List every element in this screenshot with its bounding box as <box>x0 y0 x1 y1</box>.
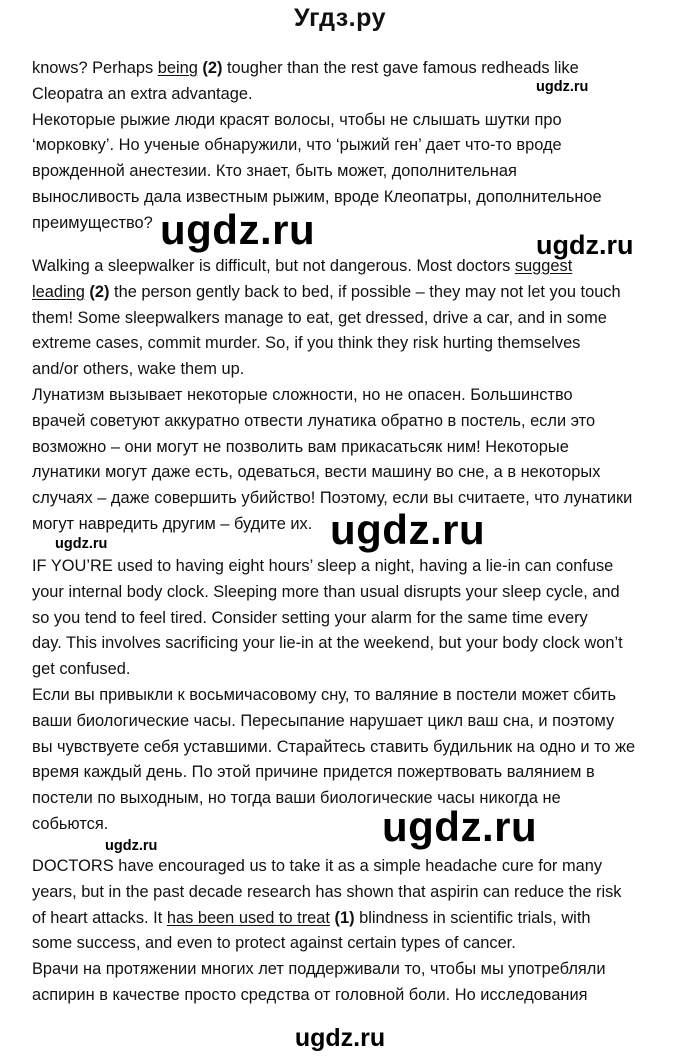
text-line: аспирин в качестве просто средства от головной боли. Но исследования <box>32 985 588 1004</box>
text-line: Врачи на протяжении многих лет поддерживали то, чтобы мы употребляли <box>32 960 606 979</box>
text-line: so you tend to feel tired. Consider setting your alarm for the same time every <box>32 608 588 627</box>
text-line <box>32 906 662 932</box>
text-line: преимущество? <box>32 213 153 232</box>
text-line: могут навредить другим – будите их. <box>32 514 313 533</box>
text-line <box>32 280 662 306</box>
text-line: years, but in the past decade research has shown that aspirin can reduce the risk <box>32 882 622 901</box>
text-line: some success, and even to protect against certain types of cancer. <box>32 934 516 953</box>
text-line: вы чувствуете себя уставшими. Старайтесь ставить будильник на одно и то же <box>32 737 636 756</box>
text-line: случаях – даже совершить убийство! Поэтому, если вы считаете, что лунатики <box>32 489 633 508</box>
underlined-answer: has been used to treat <box>166 908 330 927</box>
text-line: ваши биологические часы. Пересыпание нарушает цикл ваш сна, и поэтому <box>32 711 615 730</box>
text-span: blindness in scientific trials, with <box>354 908 591 927</box>
site-title: Угдз.ру <box>294 4 386 32</box>
text-line: ‘морковку’. Но ученые обнаружили, что ‘рыжий ген’ дает что-то вроде <box>32 136 562 155</box>
text-span: tougher than the rest gave famous redheads like <box>222 59 579 77</box>
underlined-answer: leading <box>32 282 85 301</box>
text-line: them! Some sleepwalkers manage to eat, get dressed, drive a car, and in some <box>32 308 607 327</box>
text-line: IF YOU’RE used to having eight hours’ sleep a night, having a lie-in can confuse <box>32 557 614 575</box>
text-line: лунатики могут даже есть, одеваться, вести машину во сне, а в некоторых <box>32 463 601 482</box>
watermark-large: ugdz.ru <box>160 206 316 253</box>
text-block-2 <box>32 254 662 538</box>
text-line: extreme cases, commit murder. So, if you think they risk hurting themselves <box>32 334 581 353</box>
text-line: время каждый день. По этой причине придется пожертвовать валянием в <box>32 763 595 782</box>
text-line: Некоторые рыжие люди красят волосы, чтобы не слышать шутки про <box>32 110 562 129</box>
text-line: DOCTORS have encouraged us to take it as a simple headache cure for many <box>32 857 603 875</box>
answer-number: (1) <box>329 908 355 927</box>
text-line: врожденной анестезии. Кто знает, быть может, дополнительная <box>32 162 517 181</box>
text-line: Cleopatra an extra advantage. <box>32 84 253 103</box>
text-line: постели по выходным, но тогда ваши биологические часы никогда не <box>32 789 561 808</box>
underlined-answer: suggest <box>514 257 573 275</box>
text-line: выносливость дала известным рыжим, вроде Клеопатры, дополнительное <box>32 187 602 206</box>
text-block-4 <box>32 854 662 1009</box>
watermark-small: ugdz.ru <box>105 838 158 854</box>
watermark-small: ugdz.ru <box>536 79 589 95</box>
underlined-answer: being <box>157 59 198 77</box>
watermark-footer: ugdz.ru <box>294 1024 386 1052</box>
answer-number: (2) <box>197 59 223 77</box>
text-line: возможно – они могут не позволить вам прикасатьсяк ним! Некоторые <box>32 437 569 456</box>
text-span: the person gently back to bed, if possible – they may not let you touch <box>109 282 621 301</box>
watermark-medium: ugdz.ru <box>536 230 634 260</box>
text-span: knows? Perhaps <box>32 59 158 77</box>
answer-number: (2) <box>84 282 110 301</box>
text-block-3 <box>32 554 662 838</box>
text-line: day. This involves sacrificing your lie-in at the weekend, but your body clock won’t <box>32 634 623 653</box>
text-line: Лунатизм вызывает некоторые сложности, но не опасен. Большинство <box>32 385 573 404</box>
text-line: get confused. <box>32 660 131 679</box>
watermark-large: ugdz.ru <box>330 506 486 553</box>
text-line: собьются. <box>32 814 109 833</box>
text-line <box>32 56 662 82</box>
text-line: your internal body clock. Sleeping more than usual disrupts your sleep cycle, and <box>32 582 620 601</box>
text-line: and/or others, wake them up. <box>32 360 245 379</box>
watermark-large: ugdz.ru <box>382 803 538 850</box>
text-span: of heart attacks. It <box>32 908 167 927</box>
watermark-small: ugdz.ru <box>55 536 108 552</box>
text-span: Walking a sleepwalker is difficult, but not dangerous. Most doctors <box>32 257 515 275</box>
text-line: Если вы привыкли к восьмичасовому сну, то валяние в постели может сбить <box>32 685 617 704</box>
text-line: врачей советуют аккуратно отвести лунатика обратно в постель, если это <box>32 411 596 430</box>
